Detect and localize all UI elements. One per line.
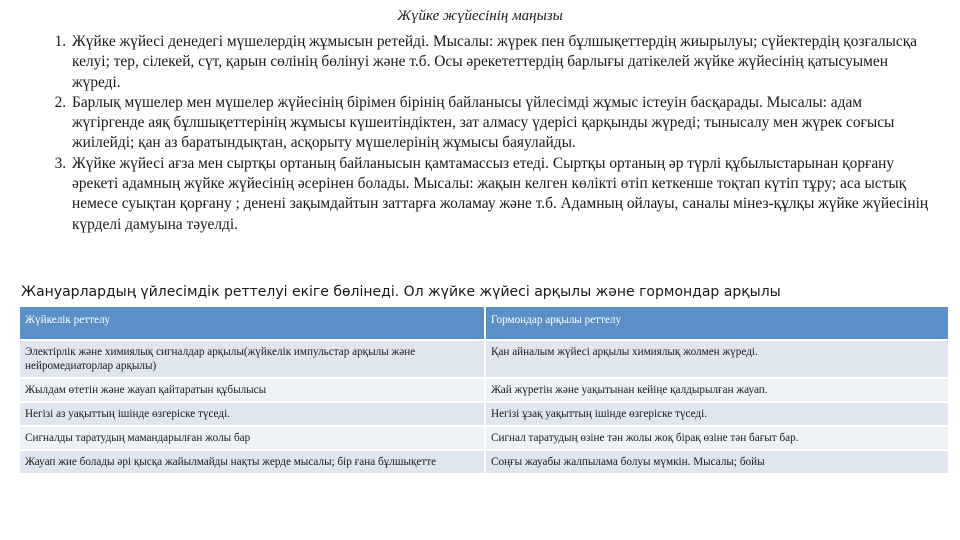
- table-cell: Жай жүретін және уақытынан кейіңе қалдырылған жауап.: [486, 379, 950, 401]
- summary-sentence: Жануарлардың үйлесімдік реттелуі екіге бөлінеді. Ол жүйке жүйесі арқылы және гормондар арқылы: [21, 284, 781, 300]
- table-row: [20, 427, 950, 449]
- table-cell: Жылдам өтетін және жауап қайтаратын құбылысы: [20, 379, 486, 401]
- table-row: [20, 403, 950, 425]
- list-item: 2. Барлық мүшелер мен мүшелер жүйесінің бірімен бірінің байланысы үйлесімді жұмыс істеуін басқарады. Мысалы: адам жүгіргенде аяқ бұлшықеттерінің жұмысы күшеитіндіктен, зат алмасу үдерісі қарқынды жүреді; тынысалу мен жүрек соғысы жиілейді; қан аз баратындықтан, асқорыту мүшелерінің жұмысы баяулайды.: [70, 93, 935, 154]
- table-cell: Сигналды таратудың мамандарылған жолы бар: [20, 427, 486, 449]
- list-item: 1. Жүйке жүйесі денедегі мүшелердің жұмысын ретейді. Мысалы: жүрек пен бұлшықеттердің жиырылуы; сүйектердің қозғалысқа келуі; тер, сілекей, сүт, қарын сөлінің бөлінуі және т.б. Осы әрекететтердің барлығы датікелей жүйке жүйесінің қатысуымен жүреді.: [70, 32, 935, 93]
- table-row: [20, 379, 950, 401]
- regulation-comparison-table: [20, 305, 950, 475]
- list-item: 3. Жүйке жүйесі ағза мен сыртқы ортаның байланысын қамтамассыз етеді. Сыртқы ортаның әр түрлі құбылыстарынан қорғану әрекеті адамның жүйке жүйесінің әсерінен болады. Мысалы: жақын келген көлікті өтіп кеткенше тоқтап күтіп тұру; аса ыстық немесе суықтан қорғану ; денені зақымдайтын заттарға жоламау және т.б. Адамның ойлауы, саналы мінез-құлқы жүйке жүйесінің күрделі дамуына тәуелді.: [70, 154, 935, 235]
- table-cell: Сигнал таратудың өзіне тән жолы жоқ бірақ өзіне тән бағыт бар.: [486, 427, 950, 449]
- table-cell: Негізі аз уақыттың ішінде өзгеріске түседі.: [20, 403, 486, 425]
- header-nervous-regulation: Жүйкелік реттелу: [20, 307, 486, 339]
- table-cell: Жауап жие болады әрі қысқа жайылмайды нақты жерде мысалы; бір ғана бұлшықетте: [20, 451, 486, 473]
- table-header-row: [20, 307, 950, 339]
- significance-list: [30, 32, 935, 235]
- table-cell: Негізі ұзақ уақыттың ішінде өзгеріске түседі.: [486, 403, 950, 425]
- table-cell: Электірлік және химиялық сигналдар арқылы(жүйкелік импульстар арқылы және нейромедиаторлар арқылы): [20, 341, 486, 377]
- table-cell: Қан айналым жүйесі арқылы химиялық жолмен жүреді.: [486, 341, 950, 377]
- table-row: [20, 341, 950, 377]
- table-row: [20, 451, 950, 473]
- page-title: Жүйке жүйесінің маңызы: [397, 8, 563, 24]
- table-cell: Соңғы жауабы жалпылама болуы мүмкін. Мысалы; бойы: [486, 451, 950, 473]
- header-hormonal-regulation: Гормондар арқылы реттелу: [486, 307, 950, 339]
